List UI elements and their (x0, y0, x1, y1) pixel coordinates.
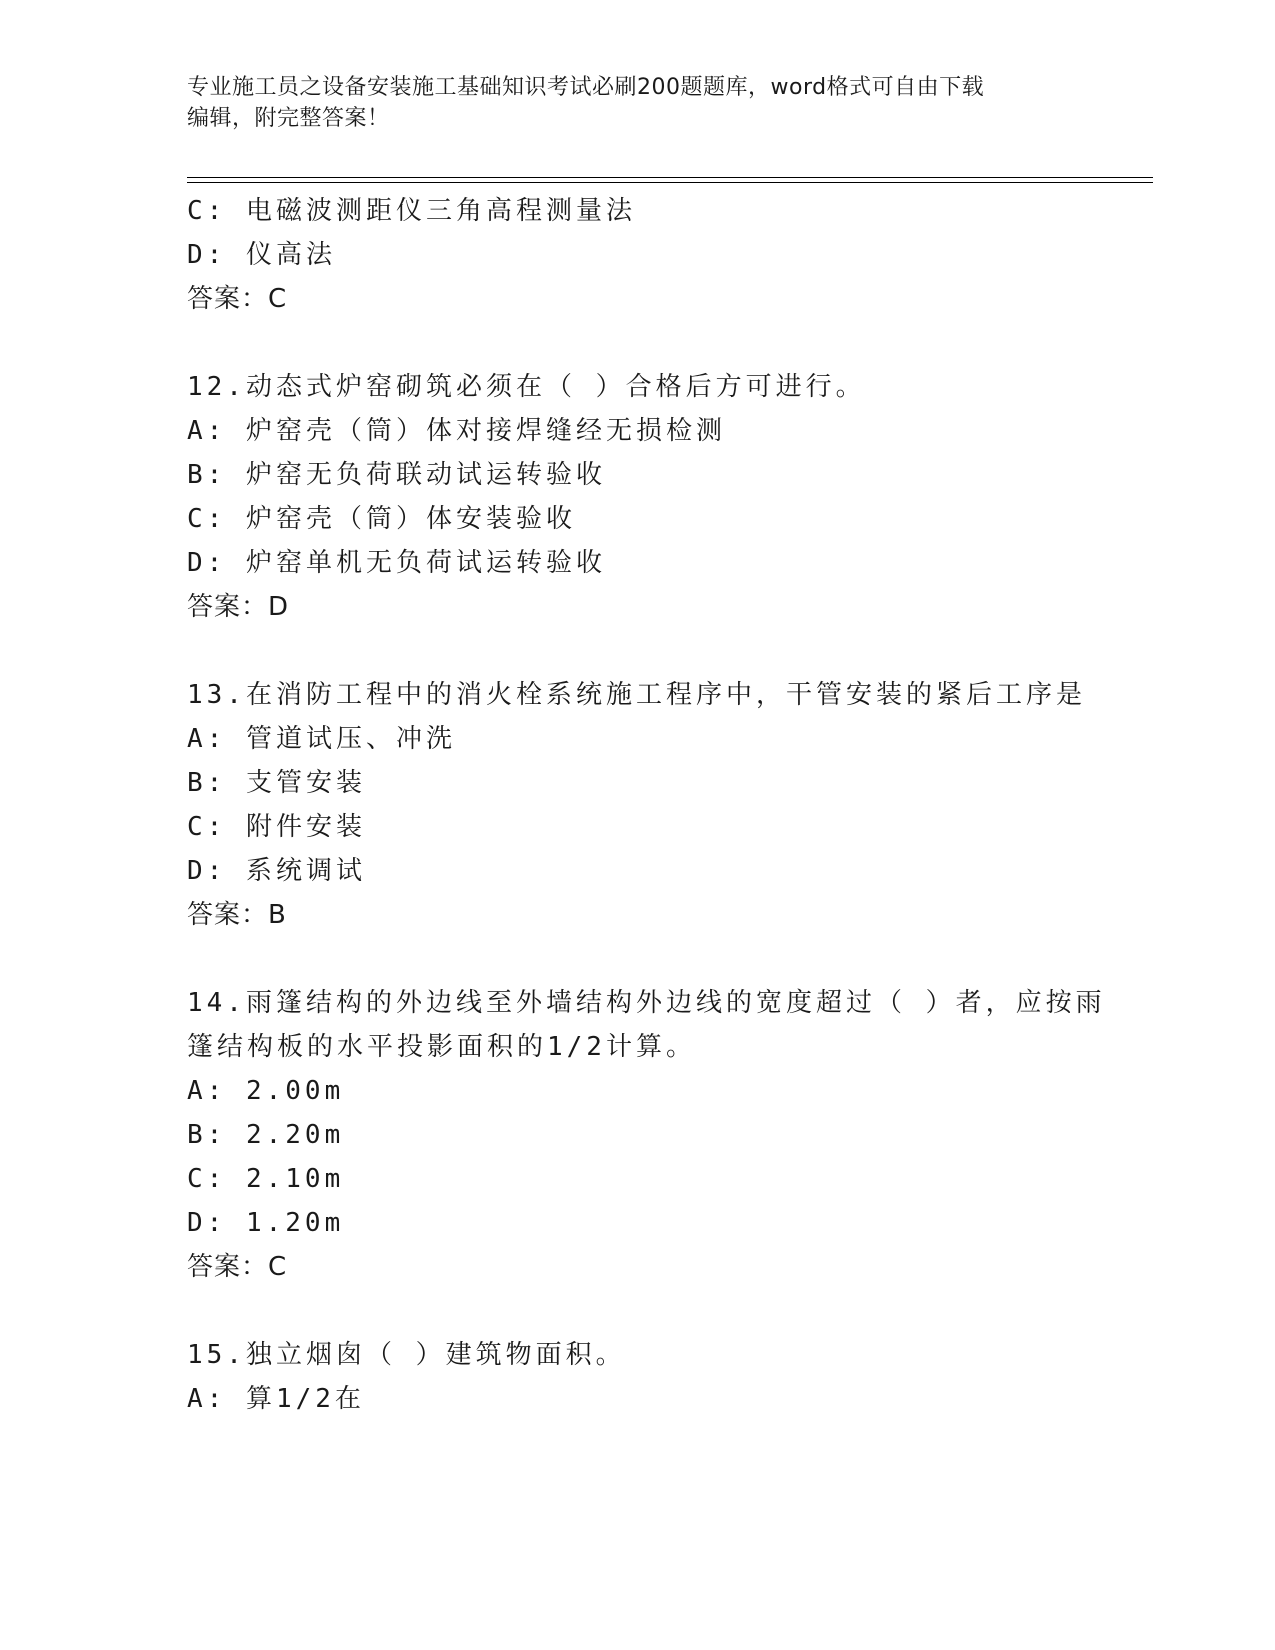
q13-option-c: C: 附件安装 (187, 812, 366, 842)
q13-answer: 答案：B (187, 900, 287, 930)
q12-option-a: A: 炉窑壳（筒）体对接焊缝经无损检测 (187, 416, 726, 446)
q12-option-d: D: 炉窑单机无负荷试运转验收 (187, 548, 606, 578)
q11-answer: 答案：C (187, 284, 288, 314)
document-header (187, 72, 1087, 134)
q12-option-c: C: 炉窑壳（筒）体安装验收 (187, 504, 576, 534)
q12-question: 12.动态式炉窑砌筑必须在（ ）合格后方可进行。 (187, 372, 866, 402)
q14-option-a: A: 2.00m (187, 1076, 345, 1106)
q14-question-line-1: 14.雨篷结构的外边线至外墙结构外边线的宽度超过（ ）者，应按雨 (187, 988, 1106, 1018)
q13-option-b: B: 支管安装 (187, 768, 366, 798)
q12-answer: 答案：D (187, 592, 290, 622)
q14-question-line-2: 篷结构板的水平投影面积的1/2计算。 (187, 1032, 696, 1062)
q13-option-d: D: 系统调试 (187, 856, 366, 886)
q13-option-a: A: 管道试压、冲洗 (187, 724, 456, 754)
q14-option-d: D: 1.20m (187, 1208, 345, 1238)
q15-question: 15.独立烟囱（ ）建筑物面积。 (187, 1340, 626, 1370)
header-divider-bottom (187, 182, 1153, 183)
q11-option-c: C: 电磁波测距仪三角高程测量法 (187, 196, 636, 226)
q13-question: 13.在消防工程中的消火栓系统施工程序中，干管安装的紧后工序是 (187, 680, 1086, 710)
q14-option-b: B: 2.20m (187, 1120, 345, 1150)
header-title-line-2: 编辑，附完整答案！ (187, 106, 390, 131)
q12-option-b: B: 炉窑无负荷联动试运转验收 (187, 460, 606, 490)
q15-option-a: A: 算1/2在 (187, 1384, 365, 1414)
q14-answer: 答案：C (187, 1252, 288, 1282)
q11-option-d: D: 仪高法 (187, 240, 336, 270)
header-title-line-1: 专业施工员之设备安装施工基础知识考试必刷200题题库，word格式可自由下载 (187, 75, 985, 100)
header-divider-top (187, 177, 1153, 178)
q14-option-c: C: 2.10m (187, 1164, 345, 1194)
